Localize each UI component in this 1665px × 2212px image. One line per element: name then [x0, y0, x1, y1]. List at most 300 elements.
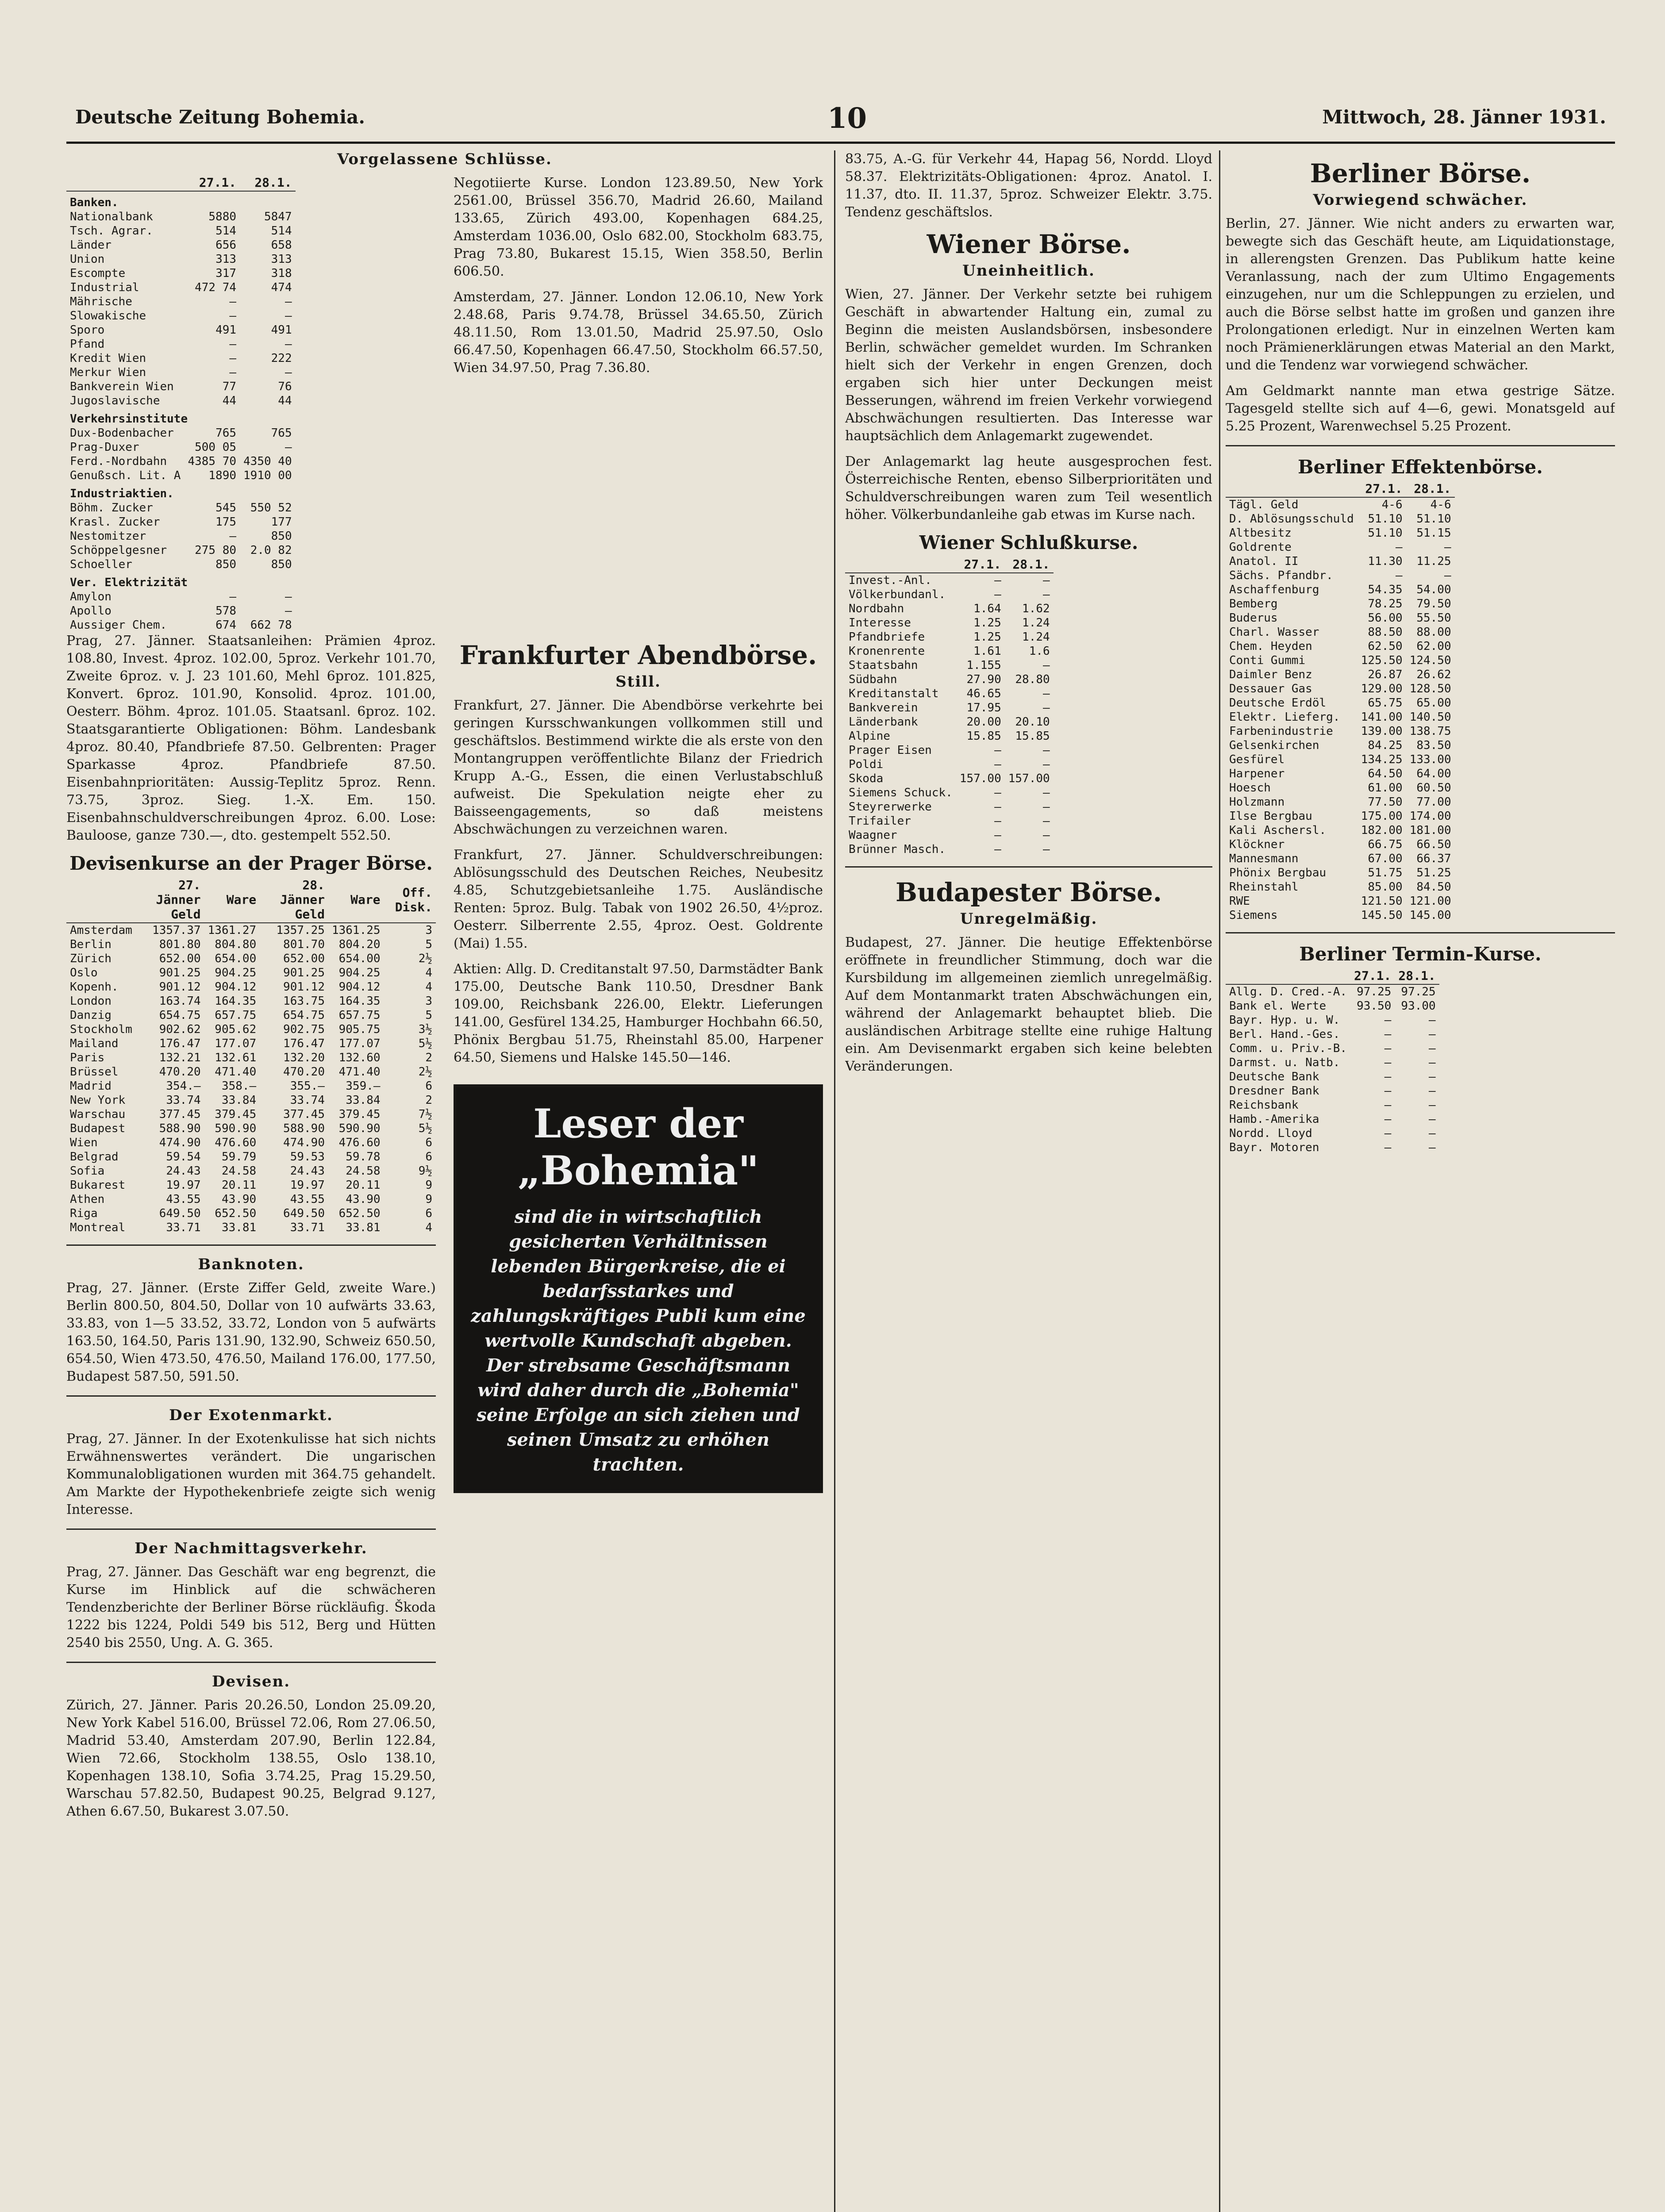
devisen-table: 27. Jänner Geld Ware 28. Jänner Geld Ware Off. Disk. Amsterdam 1357.37 1361.27 1357.25 1361.25 3 Berlin 801.80 804.80 801.70 804.20 5 Zürich 652.00 654.00 652.00 654.00 2½ Oslo 901.25 904.25 901.25 904.25 4 Kopenh. 901.12 904.12 901.12 904.12 4 London 163.74 164.35 163.75 164.35 3 Danzig 654.75 657.75 654.75 657.75 5 Stockholm 902.62 905.62 902.75 905.75 3½ Mailand 176.47 177.07 176.47 177.07 5½ Paris 132.21 132.61 132.20 132.60 2 Brüssel 470.20 471.40 470.20 471.40 2½ Madrid 354.— 358.— 355.— 359.— 6 New York 33.74 33.84 33.74 33.84 2 Warschau 377.45 379.45 377.45 379.45 7½ Budapest 588.90 590.90 588.90 590.90 5½ Wien 474.90 476.60 474.90 476.60 6 Belgrad 59.54 59.79 59.53 59.78 6 Sofia 24.43 24.58 24.43 24.58 9½ Bukarest 19.97 20.11 19.97 20.11 9 Athen 43.55 43.90 43.55 43.90 9 Riga 649.50 652.50 649.50 652.50 6 Montreal 33.71 33.81 33.71 33.81 4 — [66, 877, 436, 1235]
second-col-text-1: Negotiierte Kurse. London 123.89.50, New York 2561.00, Brüssel 356.70, Madrid 26.60, Mailand 133.65, Zürich 493.00, Kopenhagen 684.25, Amsterdam 1036.00, Oslo 682.00, Stockholm 683.75, Prag 73.80, Bukarest 15.15, Wien 358.50, Berlin 606.50. — [454, 175, 823, 279]
security-name: Slowakische — [70, 309, 146, 323]
quote-value: 588.90 — [283, 1122, 325, 1135]
quote-value: — — [1384, 1028, 1392, 1041]
budapest-title: Budapester Börse. — [896, 877, 1162, 907]
security-name: Rheinstahl — [1229, 880, 1299, 894]
berliner-text-2: Am Geldmarkt nannte man etwa gestrige Sätze. Tagesgeld stellte sich auf 4—6, gewi. Monatsgeld auf 5.25 Prozent, Warenwechsel 5.25 Prozent. — [1226, 383, 1615, 434]
quote-value: 472 74 — [195, 281, 237, 294]
table-row — [66, 337, 296, 351]
security-name: Bayr. Motoren — [1229, 1141, 1319, 1154]
quote-value: 176.47 — [283, 1037, 325, 1050]
table-row — [66, 1206, 436, 1221]
security-name: Siemens — [1229, 909, 1278, 922]
quote-value: 85.00 — [1368, 880, 1403, 894]
quote-value: 379.45 — [215, 1108, 257, 1121]
quote-value: — — [1043, 588, 1050, 601]
quote-value: 43.55 — [290, 1193, 325, 1206]
table-row — [1226, 512, 1455, 526]
table-row — [845, 658, 1054, 672]
quote-value: — — [229, 530, 237, 543]
column-prague — [66, 150, 823, 1828]
quote-value: — — [994, 800, 1001, 814]
security-name: Amsterdam — [70, 924, 132, 937]
quote-value: 44 — [222, 394, 237, 407]
quote-value: — — [285, 590, 292, 603]
vorborse-title: Vorgelassene Schlüsse. — [337, 150, 552, 168]
wiener-subtitle: Uneinheitlich. — [962, 262, 1095, 280]
quote-value: 904.12 — [338, 980, 381, 994]
quote-value: 850 — [271, 530, 292, 543]
quote-value: 93.50 — [1357, 999, 1392, 1013]
table-row — [66, 994, 436, 1008]
divider — [1226, 445, 1615, 446]
quote-value: 476.60 — [338, 1136, 381, 1149]
quote-value: 545 — [215, 501, 237, 515]
security-name: Montreal — [70, 1221, 126, 1234]
quote-value: — — [1384, 1070, 1392, 1083]
quote-value: 674 — [215, 618, 237, 632]
quote-value: 128.50 — [1409, 682, 1451, 695]
security-name: Kreditanstalt — [849, 687, 939, 700]
quote-value: 1910 00 — [243, 469, 292, 482]
security-name: Gesfürel — [1229, 753, 1285, 766]
table-row — [1226, 1141, 1439, 1155]
quote-value: 654.00 — [215, 952, 257, 965]
table-row — [1226, 696, 1455, 710]
group-label: Ver. Elektrizität — [70, 576, 188, 589]
frankfurt-title: Frankfurter Abendbörse. — [459, 640, 817, 670]
table-row — [1226, 852, 1455, 866]
security-name: Bayr. Hyp. u. W. — [1229, 1014, 1340, 1027]
quote-value: 901.12 — [283, 980, 325, 994]
quote-value: 1.25 — [973, 616, 1001, 630]
quote-value: 590.90 — [215, 1122, 257, 1135]
table-row — [66, 1121, 436, 1136]
quote-value: 59.54 — [166, 1150, 201, 1164]
quote-value: 157.00 — [959, 772, 1001, 785]
quote-value: 9½ — [418, 1164, 432, 1178]
quote-value: 76 — [278, 380, 292, 393]
quote-value: 177.07 — [338, 1037, 381, 1050]
table-row — [1226, 866, 1455, 880]
quote-value: 1361.25 — [331, 924, 381, 937]
quote-value: 657.75 — [338, 1009, 381, 1022]
security-name: Union — [70, 253, 105, 266]
table-group-row — [66, 483, 296, 501]
effekten-title: Berliner Effektenbörse. — [1298, 456, 1543, 478]
quote-value: 550 52 — [250, 501, 292, 515]
masthead-paper-name: Deutsche Zeitung Bohemia. — [75, 106, 365, 128]
table-row — [845, 814, 1054, 828]
quote-value: 905.75 — [338, 1023, 381, 1036]
table-row — [1226, 554, 1455, 568]
quote-value: 471.40 — [338, 1065, 381, 1079]
quote-value: 901.25 — [159, 966, 201, 979]
quote-value: 182.00 — [1361, 824, 1403, 837]
banknoten-title: Banknoten. — [198, 1256, 304, 1273]
security-name: Krasl. Zucker — [70, 515, 160, 529]
security-name: Schöppelgesner — [70, 544, 167, 557]
table-row — [66, 515, 296, 529]
quote-value: 177 — [271, 515, 292, 529]
quote-value: 901.25 — [283, 966, 325, 979]
table-row — [1226, 1098, 1439, 1112]
quote-value: — — [229, 295, 237, 308]
divider — [1226, 932, 1615, 933]
security-name: Oslo — [70, 966, 98, 979]
quote-value: 470.20 — [159, 1065, 201, 1079]
exoten-title: Der Exotenmarkt. — [169, 1406, 333, 1424]
quote-value: 51.75 — [1368, 866, 1403, 879]
security-name: Darmst. u. Natb. — [1229, 1056, 1340, 1069]
quote-value: 652.00 — [283, 952, 325, 965]
nachmittag-title: Der Nachmittagsverkehr. — [135, 1540, 368, 1557]
quote-value: — — [1043, 687, 1050, 700]
security-name: Bankverein — [849, 701, 918, 714]
table-row — [66, 1079, 436, 1093]
table-row — [1226, 583, 1455, 597]
quote-value: — — [1429, 1084, 1436, 1098]
security-name: Danzig — [70, 1009, 112, 1022]
quote-value: 377.45 — [159, 1108, 201, 1121]
quote-value: 54.35 — [1368, 583, 1403, 596]
security-name: Siemens Schuck. — [849, 786, 953, 799]
security-name: Invest.-Anl. — [849, 574, 932, 587]
security-name: Farbenindustrie — [1229, 725, 1333, 738]
quote-value: 164.35 — [215, 995, 257, 1008]
security-name: Daimler Benz — [1229, 668, 1312, 681]
quote-value: — — [1429, 1070, 1436, 1083]
quote-value: 157.00 — [1008, 772, 1050, 785]
security-name: Nordd. Lloyd — [1229, 1127, 1312, 1140]
quote-value: — — [1384, 1042, 1392, 1055]
quote-value: 1890 — [208, 469, 237, 482]
banknoten-text: Prag, 27. Jänner. (Erste Ziffer Geld, zweite Ware.) Berlin 800.50, 804.50, Dollar von 10 aufwärts 33.63, 33.83, von 1—5 33.52, 33.72, London von 5 aufwärts 163.50, 164.50, Paris 131.90, 132.90, Schweiz 650.50, 654.50, Wien 473.50, 476.50, Mailand 176.00, 177.50, Budapest 587.50, 591.50. — [66, 1280, 436, 1384]
quote-value: 4 — [425, 980, 432, 994]
table-row — [845, 573, 1054, 588]
quote-value: — — [994, 744, 1001, 757]
table-row — [66, 980, 436, 994]
quote-value: — — [994, 829, 1001, 842]
group-label: Verkehrsinstitute — [70, 412, 188, 426]
security-name: Deutsche Erdöl — [1229, 696, 1327, 710]
quote-value: 658 — [271, 238, 292, 252]
quote-value: 33.74 — [290, 1094, 325, 1107]
security-name: Mährische — [70, 295, 132, 308]
table-row — [66, 604, 296, 618]
quote-value: 20.11 — [346, 1179, 381, 1192]
quote-value: 649.50 — [283, 1207, 325, 1220]
table-row — [1226, 738, 1455, 753]
frankfurt-text-1: Frankfurt, 27. Jänner. Die Abendbörse verkehrte bei geringen Kursschwankungen vollkommen still und geschäftslos. Bestimmend wirkte die als erste von den Montangruppen veröffentlichte Bilanz der Friedrich Krupp A.-G., Essen, die einen Verlustabschluß aufweist. Die Spekulation neigte eher zu Baisseengagements, so daß meistens Abschwächungen zu verzeichnen waren. — [454, 698, 823, 837]
security-name: Harpener — [1229, 767, 1285, 780]
group-label: Banken. — [70, 196, 119, 209]
table-row — [1226, 894, 1455, 908]
quote-value: 905.62 — [215, 1023, 257, 1036]
security-name: Alpine — [849, 730, 890, 743]
quote-value: 850 — [215, 558, 237, 571]
frankfurt-text-2: Frankfurt, 27. Jänner. Schuldverschreibungen: Ablösungsschuld des Deutschen Reiches, Neubesitz 4.85, Schutzgebietsanleihe 1.75. Ausländische Renten: 5proz. Bulg. Tabak von 1902 26.50, 4½proz. Oesterr. Silberrente 2.55, 4proz. Oest. Goldrente (Mai) 1.55. — [454, 847, 823, 951]
quote-value: — — [1384, 1127, 1392, 1140]
security-name: Deutsche Bank — [1229, 1070, 1319, 1083]
quote-value: 1.61 — [973, 645, 1001, 658]
quote-value: 24.43 — [290, 1164, 325, 1178]
quote-value: 51.25 — [1416, 866, 1451, 879]
security-name: RWE — [1229, 895, 1250, 908]
quote-value: 132.60 — [338, 1051, 381, 1064]
quote-value: 65.75 — [1368, 696, 1403, 710]
security-name: Jugoslavische — [70, 394, 160, 407]
quote-value: 84.50 — [1416, 880, 1451, 894]
quote-value: 5880 — [208, 210, 237, 223]
quote-value: 54.00 — [1416, 583, 1451, 596]
quote-value: 222 — [271, 352, 292, 365]
quote-value: 28.80 — [1015, 673, 1050, 686]
quote-value: 902.75 — [283, 1023, 325, 1036]
quote-value: 15.85 — [966, 730, 1001, 743]
security-name: Waagner — [849, 829, 897, 842]
quote-value: — — [1043, 829, 1050, 842]
quote-value: 121.00 — [1409, 895, 1451, 908]
table-row — [1226, 1070, 1439, 1084]
quote-value: — — [1043, 659, 1050, 672]
table-row — [66, 440, 296, 454]
quote-value: 59.79 — [221, 1150, 257, 1164]
table-row — [1226, 724, 1455, 738]
quote-value: 804.80 — [215, 938, 257, 951]
quote-value: — — [994, 588, 1001, 601]
security-name: Nestomitzer — [70, 530, 146, 543]
security-name: Apollo — [70, 604, 112, 618]
security-name: Staatsbahn — [849, 659, 918, 672]
table-row — [66, 937, 436, 952]
table-row — [845, 687, 1054, 701]
masthead — [66, 102, 1615, 144]
table-row — [845, 715, 1054, 729]
quote-value: — — [285, 604, 292, 618]
quote-value: 64.50 — [1368, 767, 1403, 780]
security-name: Berlin — [70, 938, 112, 951]
table-row — [1226, 1112, 1439, 1126]
quote-value: 24.43 — [166, 1164, 201, 1178]
security-name: Prag-Duxer — [70, 441, 139, 454]
table-row — [1226, 809, 1455, 823]
divider — [66, 1244, 436, 1246]
quote-value: 1361.27 — [208, 924, 257, 937]
security-name: Paris — [70, 1051, 105, 1064]
table-row — [1226, 682, 1455, 696]
security-name: Klöckner — [1229, 838, 1285, 851]
quote-value: 62.00 — [1416, 640, 1451, 653]
quote-value: 26.87 — [1368, 668, 1403, 681]
quote-value: 9 — [425, 1193, 432, 1206]
quote-value: 78.25 — [1368, 597, 1403, 611]
quote-value: 649.50 — [159, 1207, 201, 1220]
table-row — [1226, 710, 1455, 724]
security-name: Phönix Bergbau — [1229, 866, 1327, 879]
quote-value: — — [285, 441, 292, 454]
table-row — [66, 1178, 436, 1192]
quote-value: 578 — [215, 604, 237, 618]
column-rule — [1219, 150, 1220, 2212]
quote-value: 138.75 — [1409, 725, 1451, 738]
security-name: Merkur Wien — [70, 366, 146, 379]
quote-value: 4385 70 — [188, 455, 237, 468]
quote-value: — — [1429, 1141, 1436, 1154]
quote-value: 4 — [425, 1221, 432, 1234]
security-name: Tsch. Agrar. — [70, 224, 153, 238]
quote-value: 901.12 — [159, 980, 201, 994]
quote-value: 145.50 — [1361, 909, 1403, 922]
table-row — [66, 923, 436, 937]
quote-value: 1.155 — [966, 659, 1001, 672]
quote-value: 64.00 — [1416, 767, 1451, 780]
quote-value: 5847 — [264, 210, 292, 223]
quote-value: 652.00 — [159, 952, 201, 965]
table-row — [1226, 1013, 1439, 1027]
quote-value: 33.74 — [166, 1094, 201, 1107]
security-name: Schoeller — [70, 558, 132, 571]
table-row — [1226, 767, 1455, 781]
quote-value: 4350 40 — [243, 455, 292, 468]
table-row — [1226, 837, 1455, 852]
quote-value: — — [229, 590, 237, 603]
quote-value: 84.25 — [1368, 739, 1403, 752]
security-name: New York — [70, 1094, 126, 1107]
termin-table: 27.1. 28.1. Allg. D. Cred.-A. 97.25 97.25 Bank el. Werte 93.50 93.00 Bayr. Hyp. u. W. — — Berl. Hand.-Ges. — — Comm. u. Priv.-B. — — Darmst. u. Natb. — — Deutsche Bank — — Dresdner Bank — — Reichsbank — — Hamb.-Amerika — — Nordd. Lloyd — — Bayr. Motoren — — — [1226, 968, 1439, 1155]
quote-value: 77.00 — [1416, 795, 1451, 809]
quote-value: 2½ — [418, 1065, 432, 1079]
quote-value: 514 — [271, 224, 292, 238]
table-row — [66, 1150, 436, 1164]
table-row — [1226, 984, 1439, 999]
security-name: Völkerbundanl. — [849, 588, 946, 601]
table-row — [1226, 497, 1455, 512]
quote-value: — — [1384, 1098, 1392, 1112]
quote-value: 2 — [425, 1094, 432, 1107]
security-name: Goldrente — [1229, 541, 1292, 554]
table-row — [845, 672, 1054, 687]
table-row — [845, 701, 1054, 715]
quote-value: 765 — [215, 426, 237, 440]
quote-value: 471.40 — [215, 1065, 257, 1079]
quote-value: 654.00 — [338, 952, 381, 965]
quote-value: 26.62 — [1416, 668, 1451, 681]
security-name: Charl. Wasser — [1229, 626, 1319, 639]
table-row — [1226, 908, 1455, 922]
quote-value: 65.00 — [1416, 696, 1451, 710]
table-row — [1226, 540, 1455, 554]
table-row — [66, 394, 296, 408]
quote-value: — — [994, 574, 1001, 587]
quote-value: — — [285, 295, 292, 308]
security-name: Athen — [70, 1193, 105, 1206]
quote-value: 275 80 — [195, 544, 237, 557]
quote-value: 514 — [215, 224, 237, 238]
quote-value: 27.90 — [966, 673, 1001, 686]
quote-value: 175.00 — [1361, 810, 1403, 823]
quote-value: 15.85 — [1015, 730, 1050, 743]
quote-value: 88.00 — [1416, 626, 1451, 639]
quote-value: 24.58 — [346, 1164, 381, 1178]
table-row — [1226, 597, 1455, 611]
security-name: Dessauer Gas — [1229, 682, 1312, 695]
security-name: Poldi — [849, 758, 884, 771]
quote-value: 132.61 — [215, 1051, 257, 1064]
quote-value: 3 — [425, 995, 432, 1008]
table-row — [1226, 1056, 1439, 1070]
table-row — [66, 1051, 436, 1065]
quote-value: 124.50 — [1409, 654, 1451, 667]
table-row — [66, 351, 296, 365]
quote-value: 354.— — [166, 1079, 201, 1093]
table-row — [66, 295, 296, 309]
quote-value: 66.75 — [1368, 838, 1403, 851]
quote-value: — — [1429, 1056, 1436, 1069]
vorborse-col-a: 27.1. — [184, 174, 240, 191]
quote-value: 318 — [271, 267, 292, 280]
quote-value: 43.90 — [221, 1193, 257, 1206]
quote-value: 765 — [271, 426, 292, 440]
quote-value: 1.25 — [973, 630, 1001, 644]
security-name: Anatol. II — [1229, 555, 1299, 568]
quote-value: 904.25 — [338, 966, 381, 979]
quote-value: 904.25 — [215, 966, 257, 979]
table-row — [66, 543, 296, 557]
security-name: Wien — [70, 1136, 98, 1149]
table-row — [66, 454, 296, 469]
budapest-subtitle: Unregelmäßig. — [960, 910, 1098, 928]
quote-value: 88.50 — [1368, 626, 1403, 639]
quote-value: 33.84 — [346, 1094, 381, 1107]
quote-value: 20.00 — [966, 715, 1001, 729]
security-name: Madrid — [70, 1079, 112, 1093]
quote-value: — — [1429, 1028, 1436, 1041]
quote-value: 588.90 — [159, 1122, 201, 1135]
exoten-text: Prag, 27. Jänner. In der Exotenkulisse hat sich nichts Erwähnenswertes verändert. Die ungarischen Kommunalobligationen wurden mit 364.75 gehandelt. Am Markte der Hypothekenbriefe zeigte sich wenig Interesse. — [66, 1431, 436, 1517]
quote-value: 317 — [215, 267, 237, 280]
ad-title: Leser der „Bohemia" — [517, 1100, 759, 1194]
quote-value: 590.90 — [338, 1122, 381, 1135]
quote-value: — — [285, 338, 292, 351]
table-row — [845, 588, 1054, 602]
table-row — [66, 618, 296, 632]
quote-value: — — [1429, 1014, 1436, 1027]
table-group-row — [66, 572, 296, 590]
security-name: Escompte — [70, 267, 126, 280]
security-name: Brüssel — [70, 1065, 119, 1079]
table-row — [1226, 1041, 1439, 1056]
quote-value: 801.80 — [159, 938, 201, 951]
security-name: Reichsbank — [1229, 1098, 1299, 1112]
divider — [845, 866, 1212, 868]
table-row — [1226, 611, 1455, 625]
quote-value: 491 — [215, 323, 237, 337]
quote-value: 66.50 — [1416, 838, 1451, 851]
quote-value: — — [1396, 541, 1403, 554]
quote-value: 6 — [425, 1079, 432, 1093]
quote-value: 1357.37 — [152, 924, 201, 937]
quote-value: — — [229, 338, 237, 351]
quote-value: 134.25 — [1361, 753, 1403, 766]
quote-value: — — [1384, 1084, 1392, 1098]
berliner-subtitle: Vorwiegend schwächer. — [1313, 191, 1528, 209]
security-name: Stockholm — [70, 1023, 132, 1036]
quote-value: — — [1396, 569, 1403, 582]
column-rule — [834, 150, 835, 2212]
table-row — [66, 238, 296, 252]
quote-value: 3 — [425, 924, 432, 937]
